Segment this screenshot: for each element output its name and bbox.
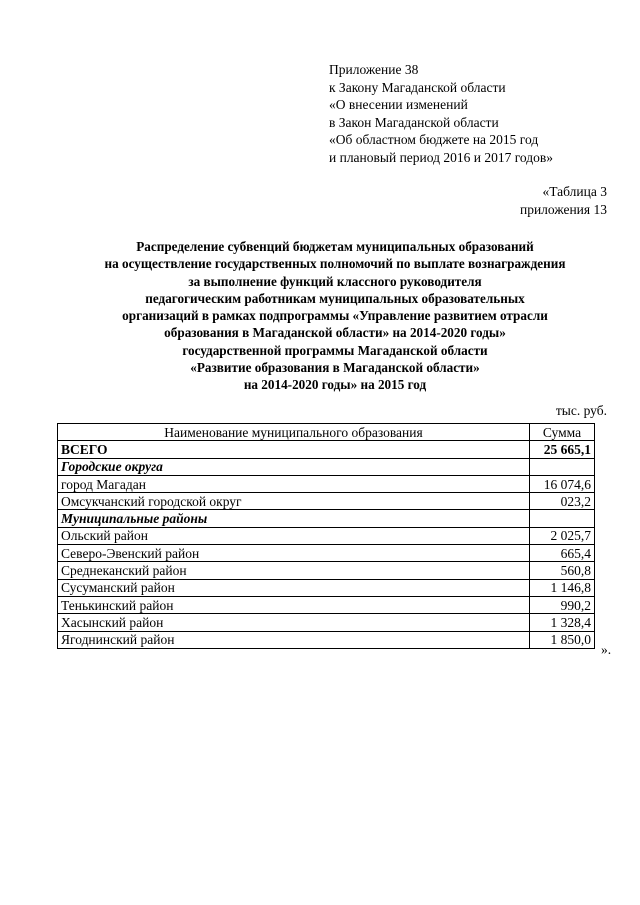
table-ref-line2: приложения 13 [519,201,607,217]
table-ref-line1: «Таблица 3 [542,184,607,199]
header-name-cell: Наименование муниципального образования [58,424,530,441]
group-name-cell: Муниципальные районы [58,510,530,527]
units-label: тыс. руб. [555,403,607,418]
title-line: педагогическим работникам муниципальных образовательных [145,290,525,306]
row-sum-cell: 990,2 [530,596,595,613]
row-sum-cell: 1 850,0 [530,631,595,648]
group-sum-cell [530,510,595,527]
row-name-cell: Северо-Эвенский район [58,545,530,562]
table-header-row [58,424,595,441]
subsidy-table [57,423,595,649]
table-row [58,596,595,613]
title-line: организаций в рамках подпрограммы «Управление развитием отрасли [122,308,548,324]
table-reference [520,183,607,218]
table-row [58,562,595,579]
row-sum-cell: 665,4 [530,545,595,562]
appendix-line: и плановый период 2016 и 2017 годов» [329,149,554,165]
row-sum-cell: 16 074,6 [530,475,595,492]
total-row [58,441,595,458]
row-name-cell: Среднеканский район [58,562,530,579]
group-sum-cell [530,458,595,475]
row-sum-cell: 2 025,7 [530,527,595,544]
title-line: государственной программы Магаданской области [182,342,488,358]
row-sum-cell: 1 328,4 [530,614,595,631]
title-line: образования в Магаданской области» на 2014-2020 годы» [164,325,506,341]
row-name-cell: Омсукчанский городской округ [58,493,530,510]
table-row [58,475,595,492]
row-name-cell: Сусуманский район [58,579,530,596]
table-row [58,579,595,596]
title-line: на 2014-2020 годы» на 2015 год [243,377,427,393]
row-name-cell: Тенькинский район [58,596,530,613]
title-line: «Развитие образования в Магаданской области» [190,360,480,376]
appendix-line: «О внесении изменений [329,97,468,113]
closing-quote-mark: ». [601,642,612,657]
table-row [58,631,595,648]
table-row [58,493,595,510]
appendix-line: Приложение 38 [329,62,419,77]
row-name-cell: Хасынский район [58,614,530,631]
header-sum-cell: Сумма [530,424,595,441]
row-name-cell: Ягоднинский район [58,631,530,648]
row-sum-cell: 1 146,8 [530,579,595,596]
total-name-cell: ВСЕГО [58,441,530,458]
appendix-line: к Закону Магаданской области [329,79,506,95]
appendix-line: «Об областном бюджете на 2015 год [329,132,539,148]
table-row [58,527,595,544]
row-name-cell: Ольский район [58,527,530,544]
row-name-cell: город Магадан [58,475,530,492]
total-sum-cell: 25 665,1 [530,441,595,458]
document-title [40,238,630,394]
appendix-line: в Закон Магаданской области [329,114,499,130]
table-row [58,545,595,562]
group-row-urban [58,458,595,475]
group-name-cell: Городские округа [58,458,530,475]
row-sum-cell: 023,2 [530,493,595,510]
title-line: за выполнение функций классного руководителя [188,273,482,289]
table-row [58,614,595,631]
appendix-header [329,61,619,167]
title-line: Распределение субвенций бюджетам муниципальных образований [136,239,534,254]
title-line: на осуществление государственных полномочий по выплате вознаграждения [104,256,566,272]
group-row-districts [58,510,595,527]
row-sum-cell: 560,8 [530,562,595,579]
